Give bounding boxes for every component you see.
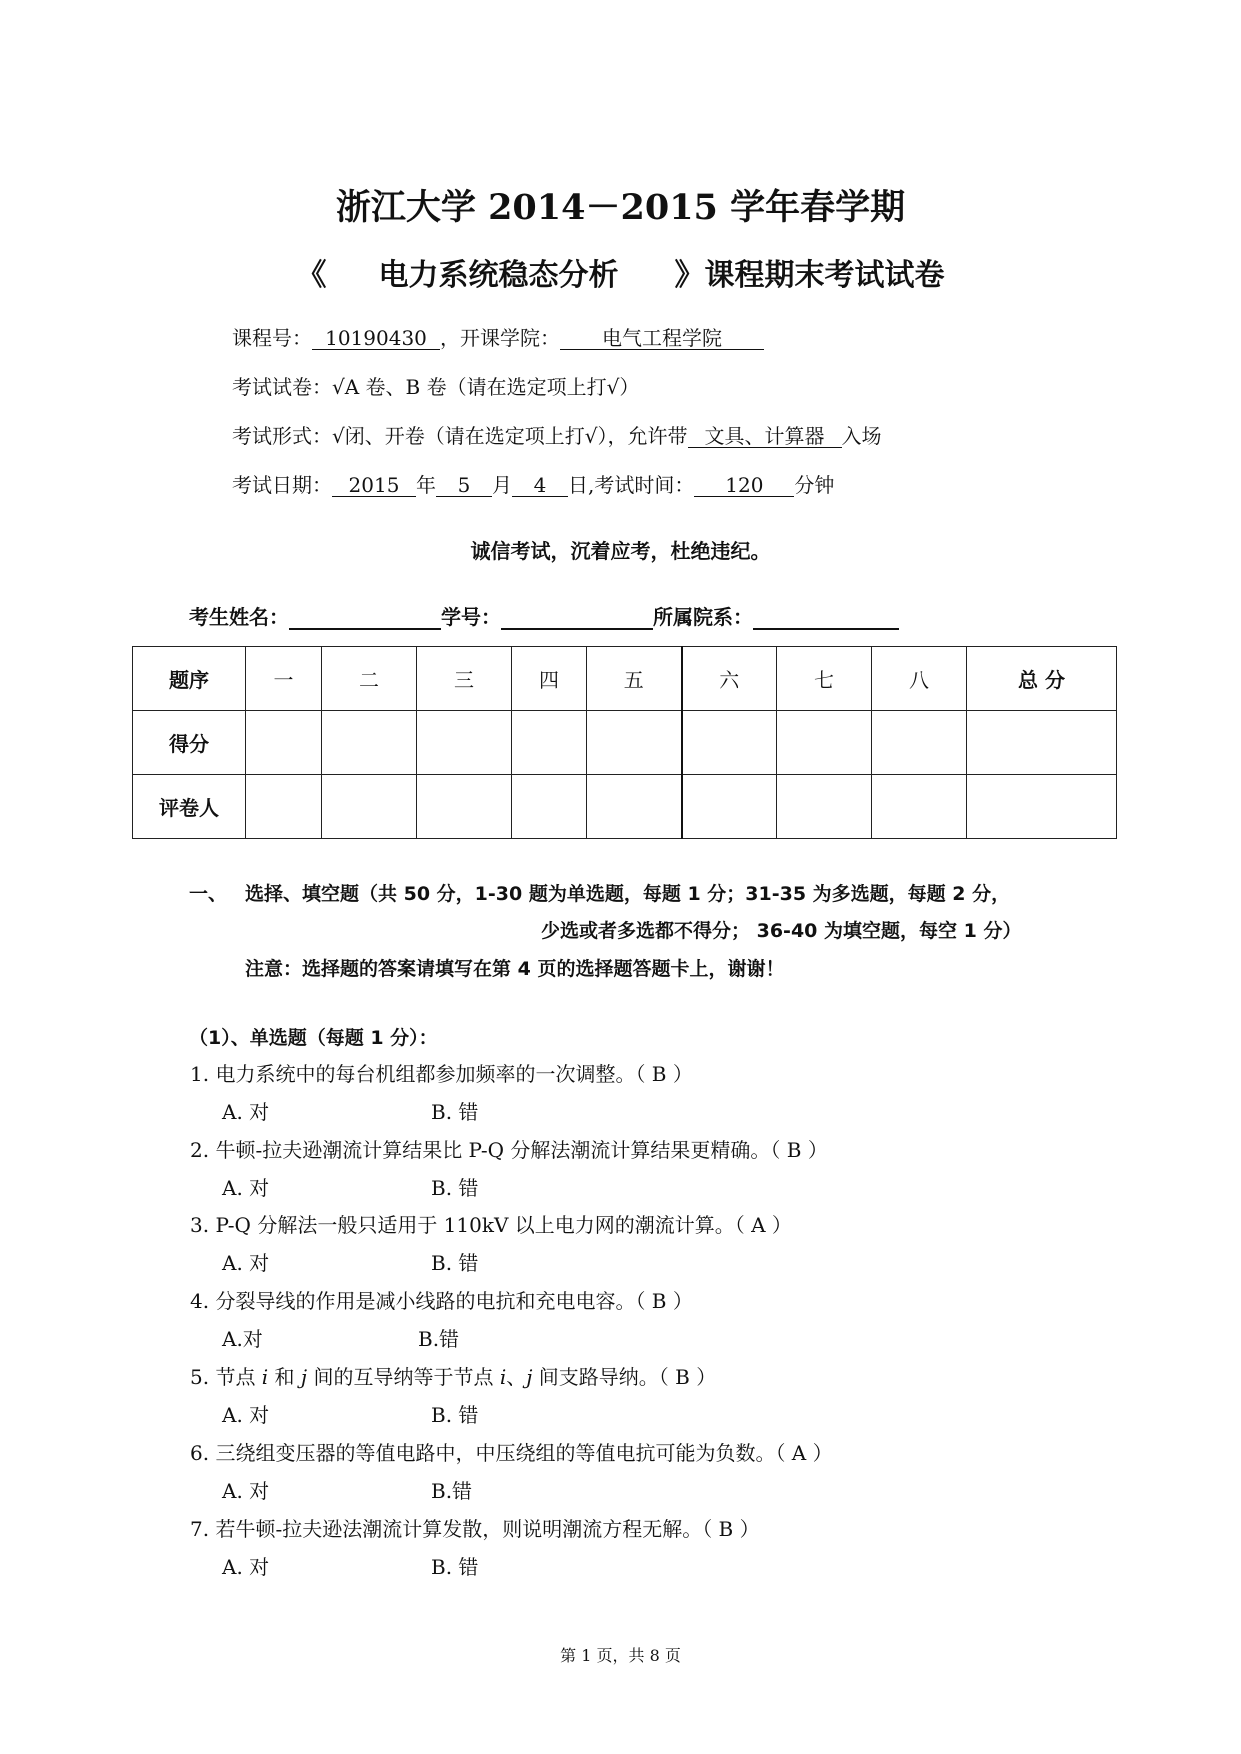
student-dept-blank (753, 606, 899, 630)
course-no-value: 10190430 (312, 327, 440, 350)
grader-row (133, 775, 1117, 839)
question-2: 2. 牛顿-拉夫逊潮流计算结果比 P-Q 分解法潮流计算结果更精确。（ B ） (190, 1138, 828, 1162)
exam-date-line (232, 469, 834, 498)
option-b: B.错 (431, 1479, 473, 1503)
exam-form-label: 考试形式：√闭、开卷（请在选定项上打√），允许带 (232, 424, 688, 448)
score-cell (322, 711, 417, 775)
single-choice-heading: （1）、单选题（每题 1 分）： (189, 1027, 438, 1049)
option-b: B. 错 (431, 1176, 479, 1200)
question-5-text: 、 (506, 1365, 527, 1389)
student-info-line (189, 601, 899, 630)
score-row (133, 711, 1117, 775)
option-a: A. 对 (222, 1176, 270, 1200)
year-unit: 年 (416, 473, 436, 497)
grader-cell (777, 775, 872, 839)
exam-day: 4 (512, 474, 568, 497)
option-b: B. 错 (431, 1251, 479, 1275)
question-5-text: 间支路导纳。（ B ） (532, 1365, 717, 1389)
college-label: ，开课学院： (440, 326, 560, 350)
column-4: 四 (512, 647, 587, 711)
grader-cell (246, 775, 322, 839)
question-1: 1. 电力系统中的每台机组都参加频率的一次调整。（ B ） (190, 1062, 693, 1086)
exam-title: 浙江大学 2014－2015 学年春学期 (335, 187, 906, 228)
option-a: A. 对 (222, 1479, 270, 1503)
grader-cell (967, 775, 1117, 839)
section-heading-line1: 选择、填空题（共 50 分，1-30 题为单选题，每题 1 分；31-35 为多选题，每题 2 分， (245, 883, 1011, 905)
grader-cell (872, 775, 967, 839)
page-footer: 第 1 页，共 8 页 (560, 1646, 681, 1665)
exam-form-line (232, 420, 882, 449)
question-3: 3. P-Q 分解法一般只适用于 110kV 以上电力网的潮流计算。（ A ） (190, 1213, 792, 1237)
grader-cell (512, 775, 587, 839)
month-unit: 月 (492, 473, 512, 497)
student-id-blank (501, 606, 653, 630)
option-b: B. 错 (431, 1100, 479, 1124)
score-header-row (133, 647, 1117, 711)
question-4: 4. 分裂导线的作用是减小线路的电抗和充电电容。（ B ） (190, 1289, 693, 1313)
section-number: 一、 (189, 883, 228, 905)
column-2: 二 (322, 647, 417, 711)
variable-j: j (526, 1365, 533, 1389)
option-a: A.对 (222, 1327, 263, 1351)
column-8: 八 (872, 647, 967, 711)
row-header-order: 题序 (133, 647, 246, 711)
column-total: 总 分 (967, 647, 1117, 711)
course-info-line (232, 322, 764, 351)
date-label: 考试日期： (232, 473, 332, 497)
exam-month: 5 (436, 474, 492, 497)
student-dept-label: 所属院系： (653, 605, 753, 629)
column-3: 三 (417, 647, 512, 711)
option-b: B.错 (418, 1327, 460, 1351)
course-no-label: 课程号： (232, 326, 312, 350)
duration-unit: 分钟 (794, 473, 835, 497)
exam-year: 2015 (332, 474, 416, 497)
student-name-blank (289, 606, 441, 630)
score-cell (967, 711, 1117, 775)
score-cell (682, 711, 777, 775)
course-name: 电力系统稳态分析 (378, 258, 619, 293)
exam-subtitle (0, 250, 1241, 294)
column-5: 五 (587, 647, 682, 711)
grader-cell (417, 775, 512, 839)
question-7: 7. 若牛顿-拉夫逊法潮流计算发散，则说明潮流方程无解。（ B ） (190, 1517, 760, 1541)
variable-i: i (261, 1365, 269, 1389)
grader-cell (322, 775, 417, 839)
option-a: A. 对 (222, 1555, 270, 1579)
honesty-motto: 诚信考试，沉着应考，杜绝违纪。 (470, 539, 771, 563)
score-cell (246, 711, 322, 775)
grader-cell (587, 775, 682, 839)
student-id-label: 学号： (441, 605, 501, 629)
college-value: 电气工程学院 (560, 327, 764, 350)
option-a: A. 对 (222, 1403, 270, 1427)
score-cell (777, 711, 872, 775)
option-b: B. 错 (431, 1403, 479, 1427)
answer-card-note: 注意：选择题的答案请填写在第 4 页的选择题答题卡上，谢谢！ (245, 958, 785, 980)
allowed-items-value: 文具、计算器 (688, 425, 842, 448)
column-7: 七 (777, 647, 872, 711)
subtitle-open: 《 (296, 258, 327, 293)
option-a: A. 对 (222, 1100, 270, 1124)
question-6: 6. 三绕组变压器的等值电路中，中压绕组的等值电抗可能为负数。（ A ） (190, 1441, 833, 1465)
column-1: 一 (246, 647, 322, 711)
score-cell (872, 711, 967, 775)
variable-i: i (499, 1365, 507, 1389)
subtitle-close: 》课程期末考试试卷 (674, 258, 945, 293)
day-unit: 日,考试时间： (568, 473, 695, 497)
question-5 (190, 1361, 716, 1390)
option-a: A. 对 (222, 1251, 270, 1275)
score-cell (512, 711, 587, 775)
section-heading-line2: 少选或者多选都不得分； 36-40 为填空题，每空 1 分） (541, 920, 1022, 942)
row-header-grader: 评卷人 (133, 775, 246, 839)
row-header-score: 得分 (133, 711, 246, 775)
score-table (132, 646, 1117, 839)
score-cell (587, 711, 682, 775)
variable-j: j (300, 1365, 308, 1389)
exam-duration: 120 (694, 474, 794, 497)
question-5-text: 间的互导纳等于节点 (307, 1365, 500, 1389)
option-b: B. 错 (431, 1555, 479, 1579)
paper-type-line: 考试试卷：√A 卷、B 卷（请在选定项上打√） (232, 375, 640, 399)
exam-form-suffix: 入场 (841, 424, 882, 448)
score-cell (417, 711, 512, 775)
grader-cell (682, 775, 777, 839)
column-6: 六 (682, 647, 777, 711)
question-5-text: 5. 节点 (190, 1365, 262, 1389)
student-name-label: 考生姓名： (189, 605, 289, 629)
question-5-text: 和 (268, 1365, 301, 1389)
